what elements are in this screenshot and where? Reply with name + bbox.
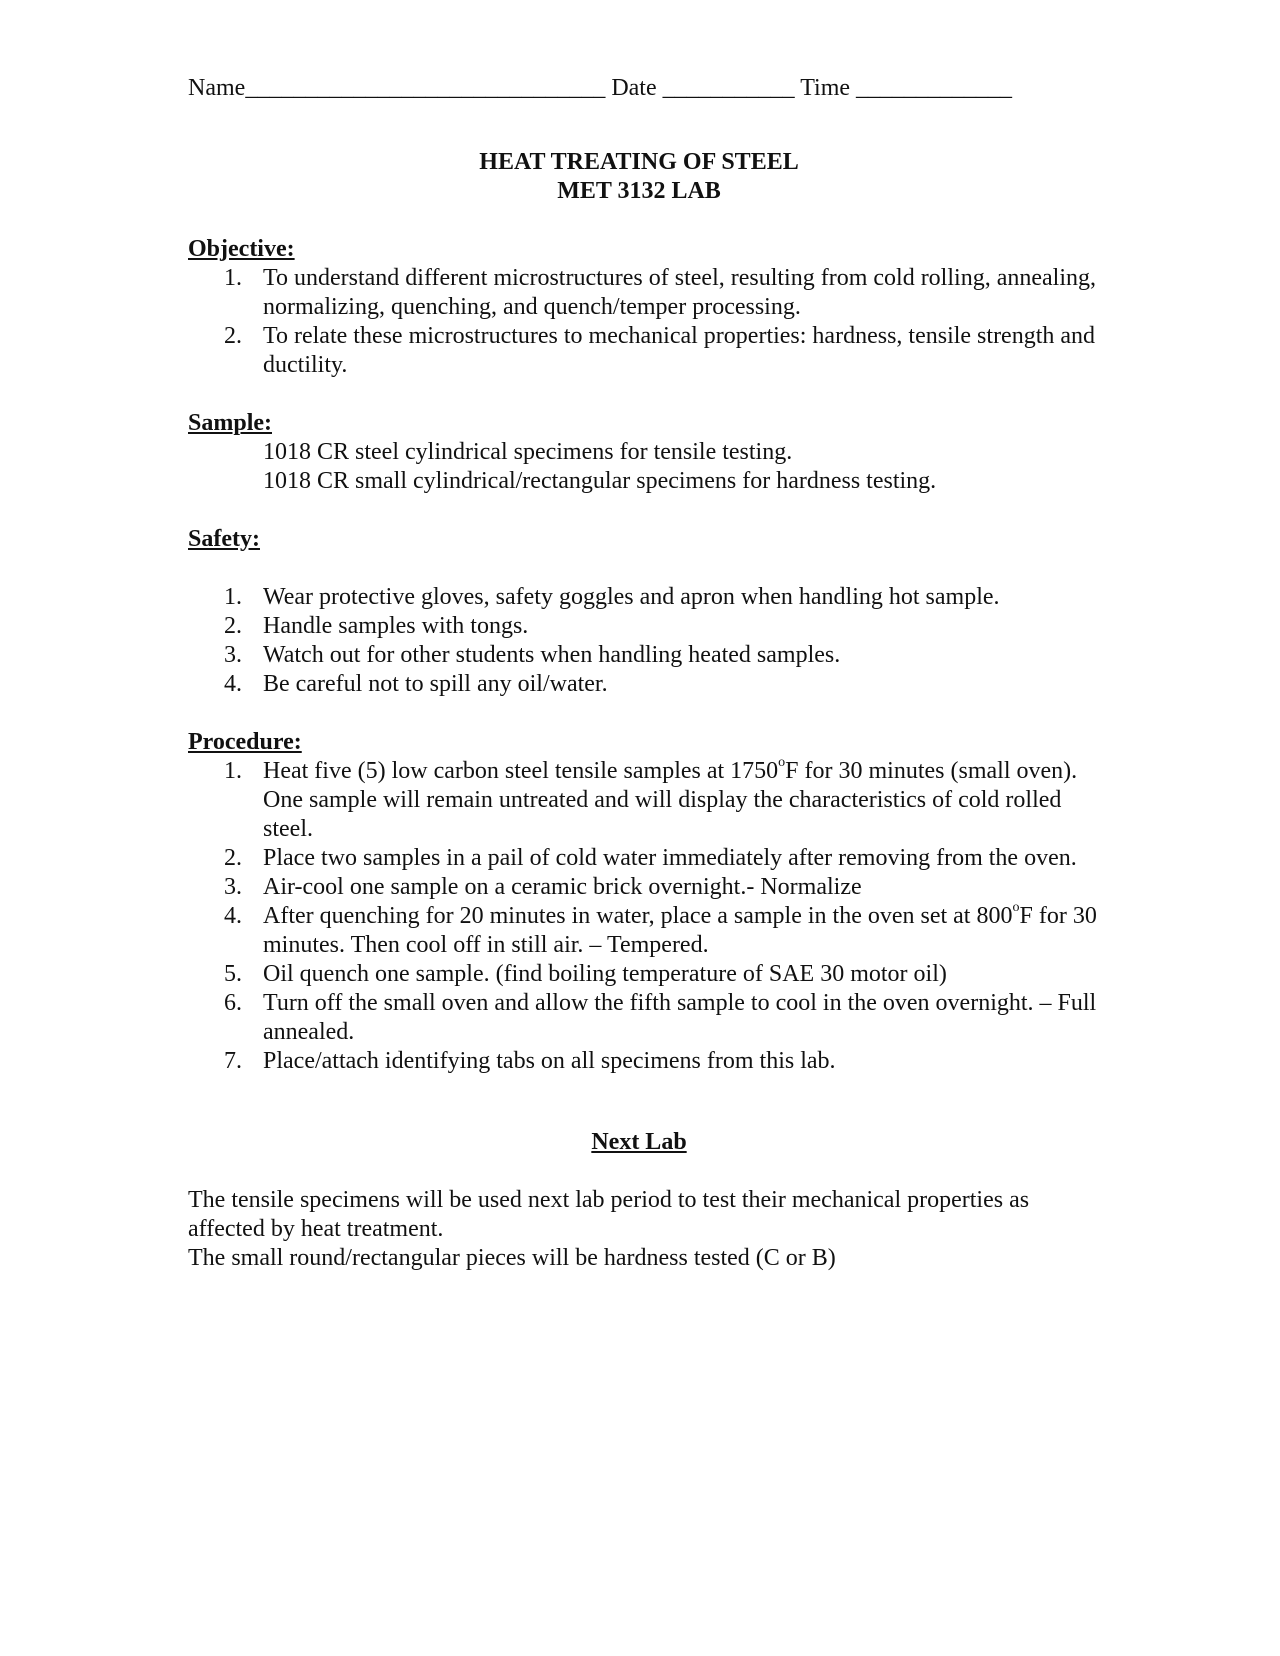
list-text: Place two samples in a pail of cold water immediately after removing from the oven. [263,845,1077,871]
next-lab-paragraph: The small round/rectangular pieces will be hardness tested (C or B) [188,1245,836,1271]
list-text: Wear protective gloves, safety goggles and apron when handling hot sample. [263,584,1000,610]
list-item [188,641,1108,670]
list-item [188,322,1108,380]
list-text: To relate these microstructures to mechanical properties: hardness, tensile strength and ductility. [263,323,1096,378]
list-number: 2. [224,845,242,871]
next-lab-paragraph: The tensile specimens will be used next lab period to test their mechanical properties as affected by heat treatment. [188,1187,1030,1242]
list-text [263,755,1078,842]
list-item [188,757,1108,844]
time-label: Time [800,75,851,101]
list-text: Be careful not to spill any oil/water. [263,671,608,697]
list-number: 3. [224,642,242,668]
date-blank: ___________ [662,75,795,101]
sample-line: 1018 CR steel cylindrical specimens for tensile testing. [263,439,793,465]
procedure-heading: Procedure: [188,729,302,755]
next-lab-heading: Next Lab [591,1129,687,1155]
list-text-part: Heat five (5) low carbon steel tensile samples at 1750 [263,758,779,784]
list-number: 4. [224,903,242,929]
time-blank: _____________ [856,75,1013,101]
safety-heading: Safety: [188,526,260,552]
list-number: 1. [224,758,242,784]
sample-heading: Sample: [188,410,272,436]
list-number: 2. [224,613,242,639]
list-text [263,900,1097,958]
document-page [188,74,1108,1273]
procedure-list [188,757,1108,1076]
list-number: 5. [224,961,242,987]
title-line-2: MET 3132 LAB [557,178,721,204]
list-text: Place/attach identifying tabs on all specimens from this lab. [263,1048,836,1074]
list-number: 1. [224,584,242,610]
list-item [188,844,1108,873]
document-title [188,148,1090,206]
list-number: 7. [224,1048,242,1074]
procedure-section [188,728,1108,1076]
list-text-part: F for 30 minutes (small oven). One sample will remain untreated and will display the characteristics of cold rolled steel. [263,758,1078,842]
safety-list [188,583,1108,699]
sample-line: 1018 CR small cylindrical/rectangular specimens for hardness testing. [263,468,937,494]
objective-section [188,235,1108,380]
list-text: Oil quench one sample. (find boiling temperature of SAE 30 motor oil) [263,961,947,987]
list-item [188,670,1108,699]
name-label: Name [188,75,246,101]
list-item [188,873,1108,902]
list-item [188,1047,1108,1076]
list-number: 1. [224,265,242,291]
list-text: Air-cool one sample on a ceramic brick overnight.- Normalize [263,874,862,900]
list-item [188,612,1108,641]
list-text: To understand different microstructures of steel, resulting from cold rolling, annealing, normalizing, quenching, and quench/temper processing. [263,265,1096,320]
name-blank: ______________________________ [245,75,606,101]
degree-superscript: o [778,755,786,770]
list-text: Handle samples with tongs. [263,613,529,639]
list-item [188,902,1108,960]
title-line-1: HEAT TREATING OF STEEL [479,149,799,175]
sample-section [188,409,1108,496]
list-item [188,264,1108,322]
date-label: Date [611,75,657,101]
header-fields [188,74,1108,103]
list-item [188,989,1108,1047]
list-number: 4. [224,671,242,697]
list-item [188,583,1108,612]
next-lab-section [188,1128,1108,1273]
list-item [188,960,1108,989]
list-text-part: F for 30 minutes. Then cool off in still air. – Tempered. [263,903,1097,958]
list-number: 6. [224,990,242,1016]
list-number: 2. [224,323,242,349]
objective-heading: Objective: [188,236,295,262]
degree-superscript: o [1012,900,1020,915]
list-text: Turn off the small oven and allow the fifth sample to cool in the oven overnight. – Full annealed. [263,990,1097,1045]
list-text-part: After quenching for 20 minutes in water, place a sample in the oven set at 800 [263,903,1013,929]
list-number: 3. [224,874,242,900]
list-text: Watch out for other students when handling heated samples. [263,642,841,668]
objective-list [188,264,1108,380]
safety-section [188,525,1108,699]
